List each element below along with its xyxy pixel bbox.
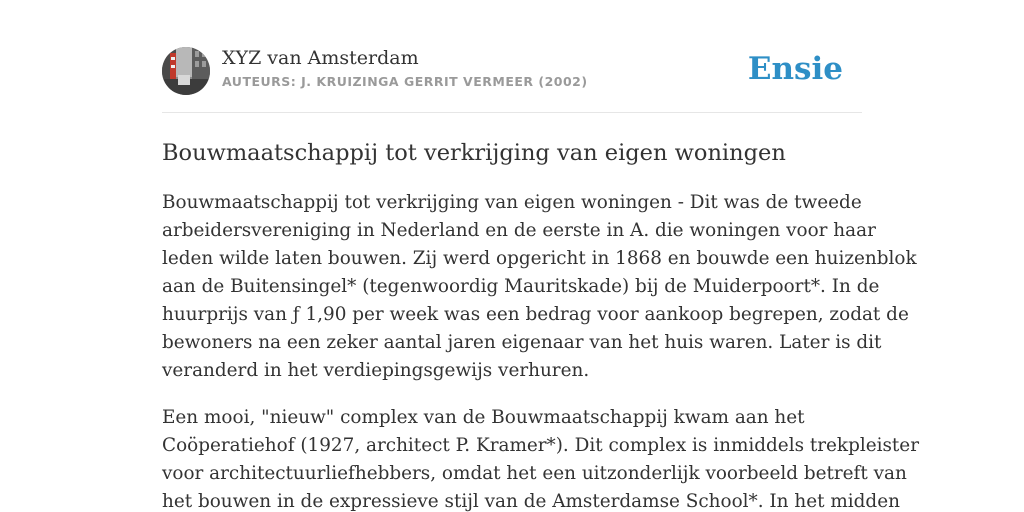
source-header	[162, 0, 862, 113]
source-avatar[interactable]	[162, 47, 210, 95]
paragraph-2	[162, 404, 919, 512]
text-line: Bouwmaatschappij tot verkrijging van eigen woningen - Dit was de tweede	[162, 192, 862, 213]
text-line: veranderd in het verdiepingsgewijs verhuren.	[162, 360, 590, 381]
source-authors: AUTEURS: J. KRUIZINGA GERRIT VERMEER (2002)	[222, 74, 588, 89]
paragraph-1	[162, 189, 917, 385]
text-line: Coöperatiehof (1927, architect P. Kramer*). Dit complex is inmiddels trekpleister	[162, 435, 919, 456]
text-line: huurprijs van ƒ 1,90 per week was een bedrag voor aankoop begrepen, zodat de	[162, 304, 909, 325]
text-line: Een mooi, "nieuw" complex van de Bouwmaatschappij kwam aan het	[162, 407, 805, 428]
text-line: leden wilde laten bouwen. Zij werd opgericht in 1868 en bouwde een huizenblok	[162, 248, 917, 269]
entry-body	[162, 189, 919, 512]
source-title[interactable]: XYZ van Amsterdam	[222, 47, 419, 69]
text-line: voor architectuurliefhebbers, omdat het een uitzonderlijk voorbeeld betreft van	[162, 463, 907, 484]
text-line: aan de Buitensingel* (tegenwoordig Mauritskade) bij de Muiderpoort*. In de	[162, 276, 880, 297]
ensie-logo[interactable]: Ensie	[747, 51, 843, 87]
text-line: arbeidersvereniging in Nederland en de eerste in A. die woningen voor haar	[162, 220, 876, 241]
content-container	[162, 0, 919, 512]
street-photo-icon	[162, 47, 210, 95]
text-line: bewoners na een zeker aantal jaren eigenaar van het huis waren. Later is dit	[162, 332, 882, 353]
text-line: het bouwen in de expressieve stijl van de Amsterdamse School*. In het midden	[162, 491, 900, 512]
entry-title: Bouwmaatschappij tot verkrijging van eigen woningen	[162, 140, 786, 166]
